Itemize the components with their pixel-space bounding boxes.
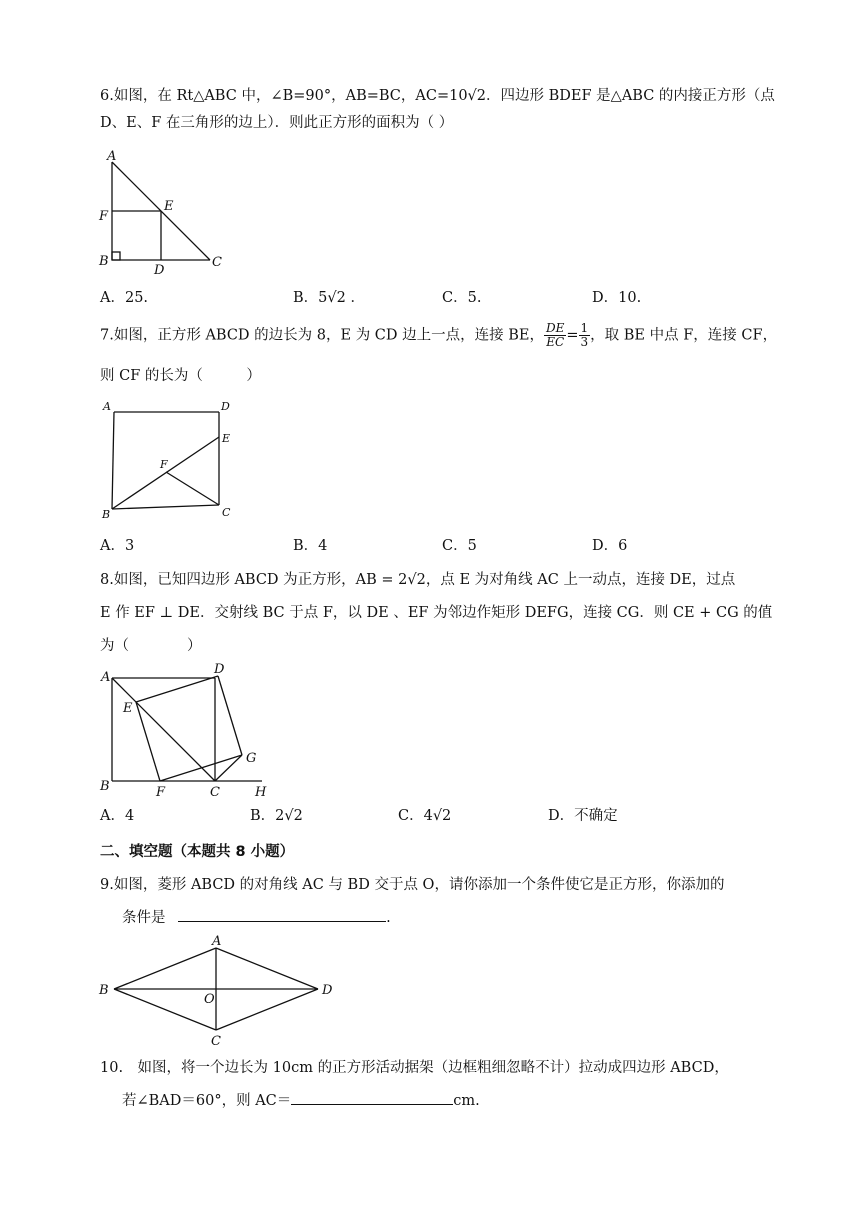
- q9-label-c: C: [211, 1034, 221, 1049]
- q9-label-o: O: [204, 992, 215, 1007]
- q9-line1: 9.如图，菱形 ABCD 的对角线 AC 与 BD 交于点 O，请你添加一个条件使它是正方形，你添加的: [100, 877, 725, 893]
- q8-label-g: G: [246, 751, 257, 766]
- q7-label-d: D: [221, 400, 230, 413]
- q8-option-a[interactable]: A．4: [100, 808, 135, 824]
- q8-label-f: F: [156, 785, 166, 800]
- q10-line2-end: cm.: [453, 1093, 480, 1109]
- q6-line1: 6.如图，在 Rt△ABC 中，∠B=90°，AB=BC，AC=10√2．四边形 BDEF 是△ABC 的内接正方形（点: [100, 88, 775, 104]
- q10-line2: [122, 1090, 480, 1111]
- q10-line2-text: 若∠BAD＝60°，则 AC＝: [122, 1093, 292, 1109]
- q7-line1-b: ，取 BE 中点 F，连接 CF，: [590, 327, 778, 344]
- q7-frac-eq: =: [566, 327, 579, 344]
- q6-label-f: F: [99, 209, 109, 224]
- q8-label-d: D: [214, 662, 225, 677]
- q6-label-a: A: [107, 149, 117, 164]
- q7-frac-left: $\frac{DE}{EC}$: [545, 321, 565, 349]
- q7-option-a[interactable]: A．3: [100, 538, 135, 554]
- q9-line2: [122, 907, 391, 928]
- q7-label-b: B: [102, 508, 111, 521]
- q8-label-b: B: [100, 779, 110, 794]
- q7-line1: [100, 322, 777, 349]
- q7-option-b[interactable]: B．4: [293, 538, 328, 554]
- q9-label-a: A: [212, 934, 222, 949]
- q6-label-d: D: [154, 263, 165, 278]
- q8-label-a: A: [101, 670, 111, 685]
- q8-label-c: C: [210, 785, 220, 800]
- q6-label-e: E: [164, 199, 174, 214]
- q6-option-a[interactable]: A．25.: [100, 290, 149, 306]
- q8-line1: 8.如图，已知四边形 ABCD 为正方形，AB = 2√2，点 E 为对角线 AC 上一动点，连接 DE，过点: [100, 572, 736, 588]
- q7-frac-right: $\frac{1}{3}$: [580, 321, 589, 349]
- q7-label-f: F: [160, 458, 168, 471]
- q9-label-d: D: [322, 983, 333, 998]
- q6-option-b[interactable]: B．5√2 ．: [293, 290, 365, 306]
- q10-answer-blank[interactable]: [291, 1090, 453, 1105]
- q8-line2: E 作 EF ⊥ DE．交射线 BC 于点 F，以 DE 、EF 为邻边作矩形 DEFG，连接 CG．则 CE + CG 的值: [100, 605, 773, 621]
- q7-label-c: C: [222, 506, 231, 519]
- q7-option-c[interactable]: C．5: [442, 538, 477, 554]
- q6-option-c[interactable]: C．5.: [442, 290, 482, 306]
- q6-line2: D、E、F 在三角形的边上）．则此正方形的面积为（ ）: [100, 115, 454, 131]
- q8-label-h: H: [255, 785, 267, 800]
- q6-label-c: C: [212, 255, 222, 270]
- q9-answer-blank[interactable]: [178, 907, 386, 922]
- q8-label-e: E: [123, 701, 133, 716]
- q7-label-a: A: [103, 400, 111, 413]
- q9-line2-end: .: [386, 910, 391, 926]
- section-heading: 二、填空题（本题共 8 小题）: [100, 844, 295, 860]
- q8-option-d[interactable]: D．不确定: [548, 808, 618, 824]
- q7-line1-a: 7.如图，正方形 ABCD 的边长为 8，E 为 CD 边上一点，连接 BE，: [100, 327, 544, 344]
- q7-label-e: E: [222, 432, 231, 445]
- q6-label-b: B: [99, 254, 109, 269]
- q9-label-b: B: [99, 983, 109, 998]
- q6-option-d[interactable]: D．10.: [592, 290, 642, 306]
- q8-line3: 为（ ）: [100, 638, 202, 654]
- q10-line1: 10. 如图，将一个边长为 10cm 的正方形活动据架（边框粗细忽略不计）拉动成四边形 ABCD，: [100, 1060, 729, 1076]
- q7-option-d[interactable]: D．6: [592, 538, 628, 554]
- q8-option-b[interactable]: B．2√2: [250, 808, 303, 824]
- q8-option-c[interactable]: C．4√2: [398, 808, 452, 824]
- q9-line2-text: 条件是: [122, 910, 166, 926]
- q7-line2: 则 CF 的长为（ ）: [100, 368, 261, 384]
